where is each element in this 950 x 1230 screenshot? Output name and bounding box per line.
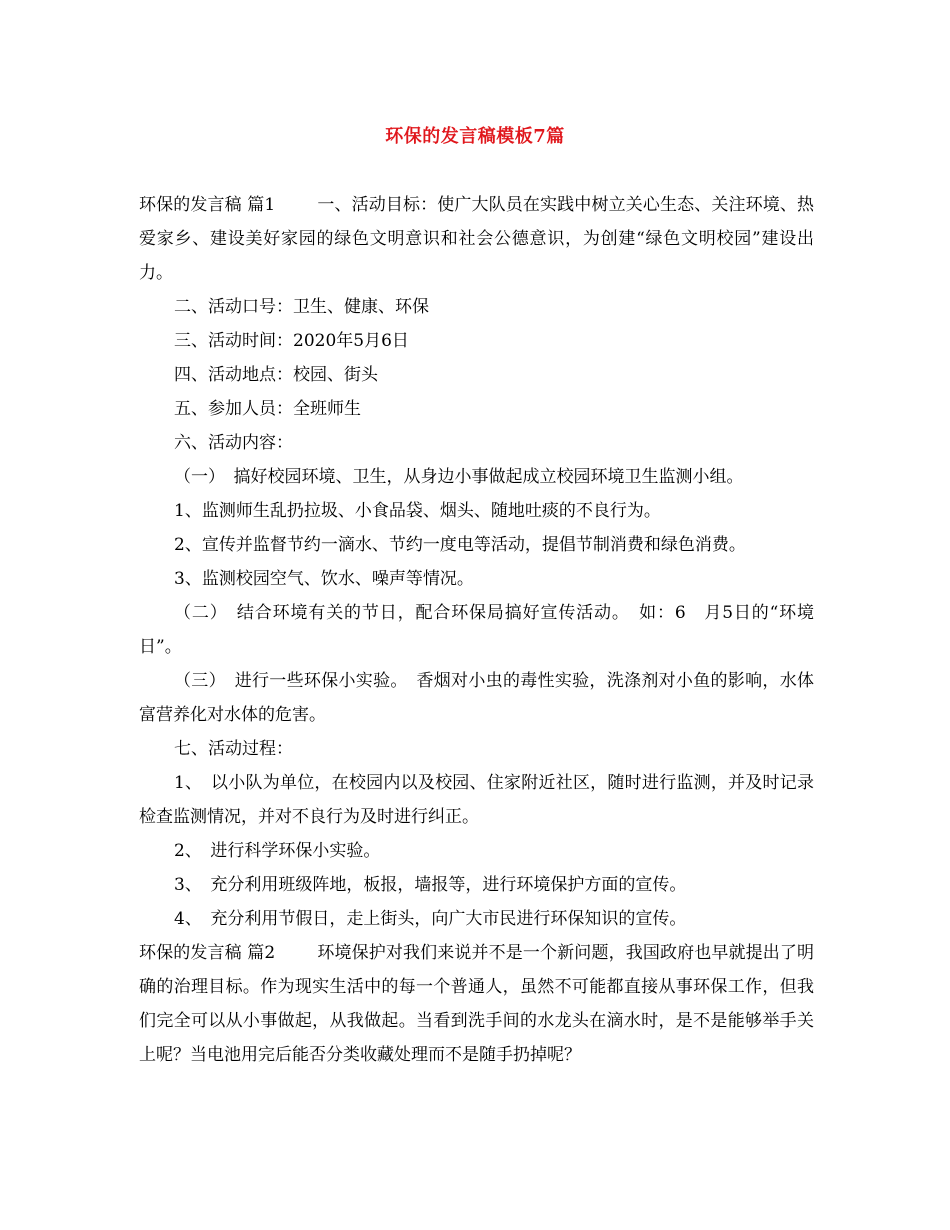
paragraph: 3、监测校园空气、饮水、噪声等情况。 <box>174 569 474 589</box>
section-heading: 环保的发言稿 篇2 <box>139 943 276 963</box>
paragraph: 3、 充分利用班级阵地，板报，墙报等，进行环境保护方面的宣传。 <box>174 875 687 895</box>
paragraph: 四、活动地点：校园、街头 <box>174 365 378 385</box>
section-heading: 环保的发言稿 篇1 <box>139 195 276 215</box>
paragraph: （三） 进行一些环保小实验。 香烟对小虫的毒性实验，洗涤剂对小鱼的影响，水体富营养化对水体的危害。 <box>139 671 814 725</box>
paragraph: 1、监测师生乱扔拉圾、小食品袋、烟头、随地吐痰的不良行为。 <box>174 501 661 521</box>
paragraph: 1、 以小队为单位，在校园内以及校园、住家附近社区，随时进行监测，并及时记录检查监测情况，并对不良行为及时进行纠正。 <box>139 773 814 827</box>
paragraph: 六、活动内容： <box>174 433 293 453</box>
paragraph: 2、宣传并监督节约一滴水、节约一度电等活动，提倡节制消费和绿色消费。 <box>174 535 746 555</box>
paragraph: （一） 搞好校园环境、卫生，从身边小事做起成立校园环境卫生监测小组。 <box>174 467 744 487</box>
paragraph: 三、活动时间：2020年5月6日 <box>174 331 409 351</box>
paragraph: 2、 进行科学环保小实验。 <box>174 841 381 861</box>
paragraph: （二） 结合环境有关的节日，配合环保局搞好宣传活动。 如：6 月5日的“环境日”。 <box>139 603 814 657</box>
paragraph: 4、 充分利用节假日，走上街头，向广大市民进行环保知识的宣传。 <box>174 909 687 929</box>
paragraph-section-2 <box>139 936 814 1072</box>
document-body <box>139 188 814 1072</box>
paragraph-text: 一、活动目标：使广大队员在实践中树立关心生态、关注环境、热爱家乡、建设美好家园的绿色文明意识和社会公德意识，为创建“绿色文明校园”建设出力。 <box>139 195 814 283</box>
paragraph-section-1 <box>139 188 814 290</box>
paragraph: 五、参加人员：全班师生 <box>174 399 361 419</box>
paragraph-text: 环境保护对我们来说并不是一个新问题，我国政府也早就提出了明确的治理目标。作为现实生活中的每一个普通人，虽然不可能都直接从事环保工作，但我们完全可以从小事做起，从我做起。当看到洗手间的水龙头在滴水时，是不是能够举手关上呢？当电池用完后能否分类收藏处理而不是随手扔掉呢？ <box>139 943 814 1065</box>
document-title: 环保的发言稿模板7篇 <box>385 126 565 147</box>
paragraph: 七、活动过程： <box>174 739 293 759</box>
paragraph: 二、活动口号：卫生、健康、环保 <box>174 297 429 317</box>
